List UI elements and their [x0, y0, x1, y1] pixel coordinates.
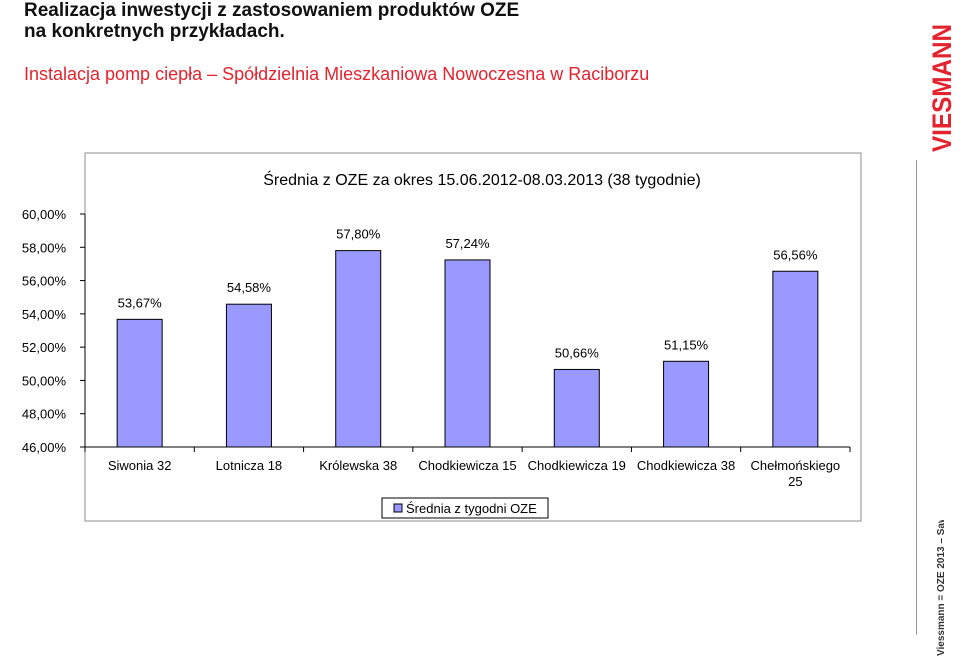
page-subtitle: Instalacja pomp ciepła – Spółdzielnia Mieszkaniowa Nowoczesna w Raciborzu: [24, 64, 650, 84]
x-tick-label: Lotnicza 18: [215, 458, 283, 473]
footer-caption-text: Viessmann = OZE 2013 – Saw: [936, 520, 947, 656]
logo-wordmark: VIESMANN: [927, 12, 957, 152]
page-title-line-1: Realizacja inwestycji z zastosowaniem produktów OZE: [24, 0, 520, 21]
x-tick-label: Chodkiewicza 15: [418, 458, 517, 473]
bar: [117, 319, 162, 447]
x-tick-label: Chełmońskiego: [750, 458, 841, 473]
legend-label: Średnia z tygodni OZE: [406, 501, 537, 516]
y-tick-label: 58,00%: [21, 240, 66, 256]
x-tick-label: Chodkiewicza 19: [527, 458, 626, 473]
y-tick-label: 48,00%: [21, 406, 66, 422]
data-label: 56,56%: [773, 247, 818, 263]
bar: [554, 369, 599, 447]
legend-swatch: [394, 504, 402, 512]
data-label: 53,67%: [117, 295, 162, 311]
chart-title: Średnia z OZE za okres 15.06.2012-08.03.2013 (38 tygodnie): [263, 172, 701, 189]
data-label: 51,15%: [664, 337, 709, 353]
y-tick-label: 56,00%: [21, 273, 66, 289]
x-tick-label: Siwonia 32: [107, 458, 172, 473]
data-label: 54,58%: [226, 280, 271, 296]
y-tick-label: 54,00%: [21, 306, 66, 322]
bar: [664, 361, 709, 447]
bar: [226, 304, 271, 447]
y-tick-label: 60,00%: [21, 207, 66, 222]
y-tick-label: 52,00%: [21, 340, 66, 356]
data-label: 57,24%: [445, 235, 490, 251]
legend: [382, 498, 548, 518]
y-tick-label: 50,00%: [21, 373, 66, 389]
bar: [445, 260, 490, 447]
bar: [773, 271, 818, 447]
data-label: 57,80%: [336, 226, 381, 242]
x-tick-label: Królewska 38: [319, 458, 398, 473]
page-title-line-2: na konkretnych przykładach.: [24, 21, 285, 42]
x-tick-label: 25: [788, 474, 803, 489]
bar: [336, 251, 381, 447]
x-tick-label: Chodkiewicza 38: [636, 458, 736, 473]
data-label: 50,66%: [554, 345, 599, 361]
y-tick-label: 46,00%: [21, 440, 66, 455]
